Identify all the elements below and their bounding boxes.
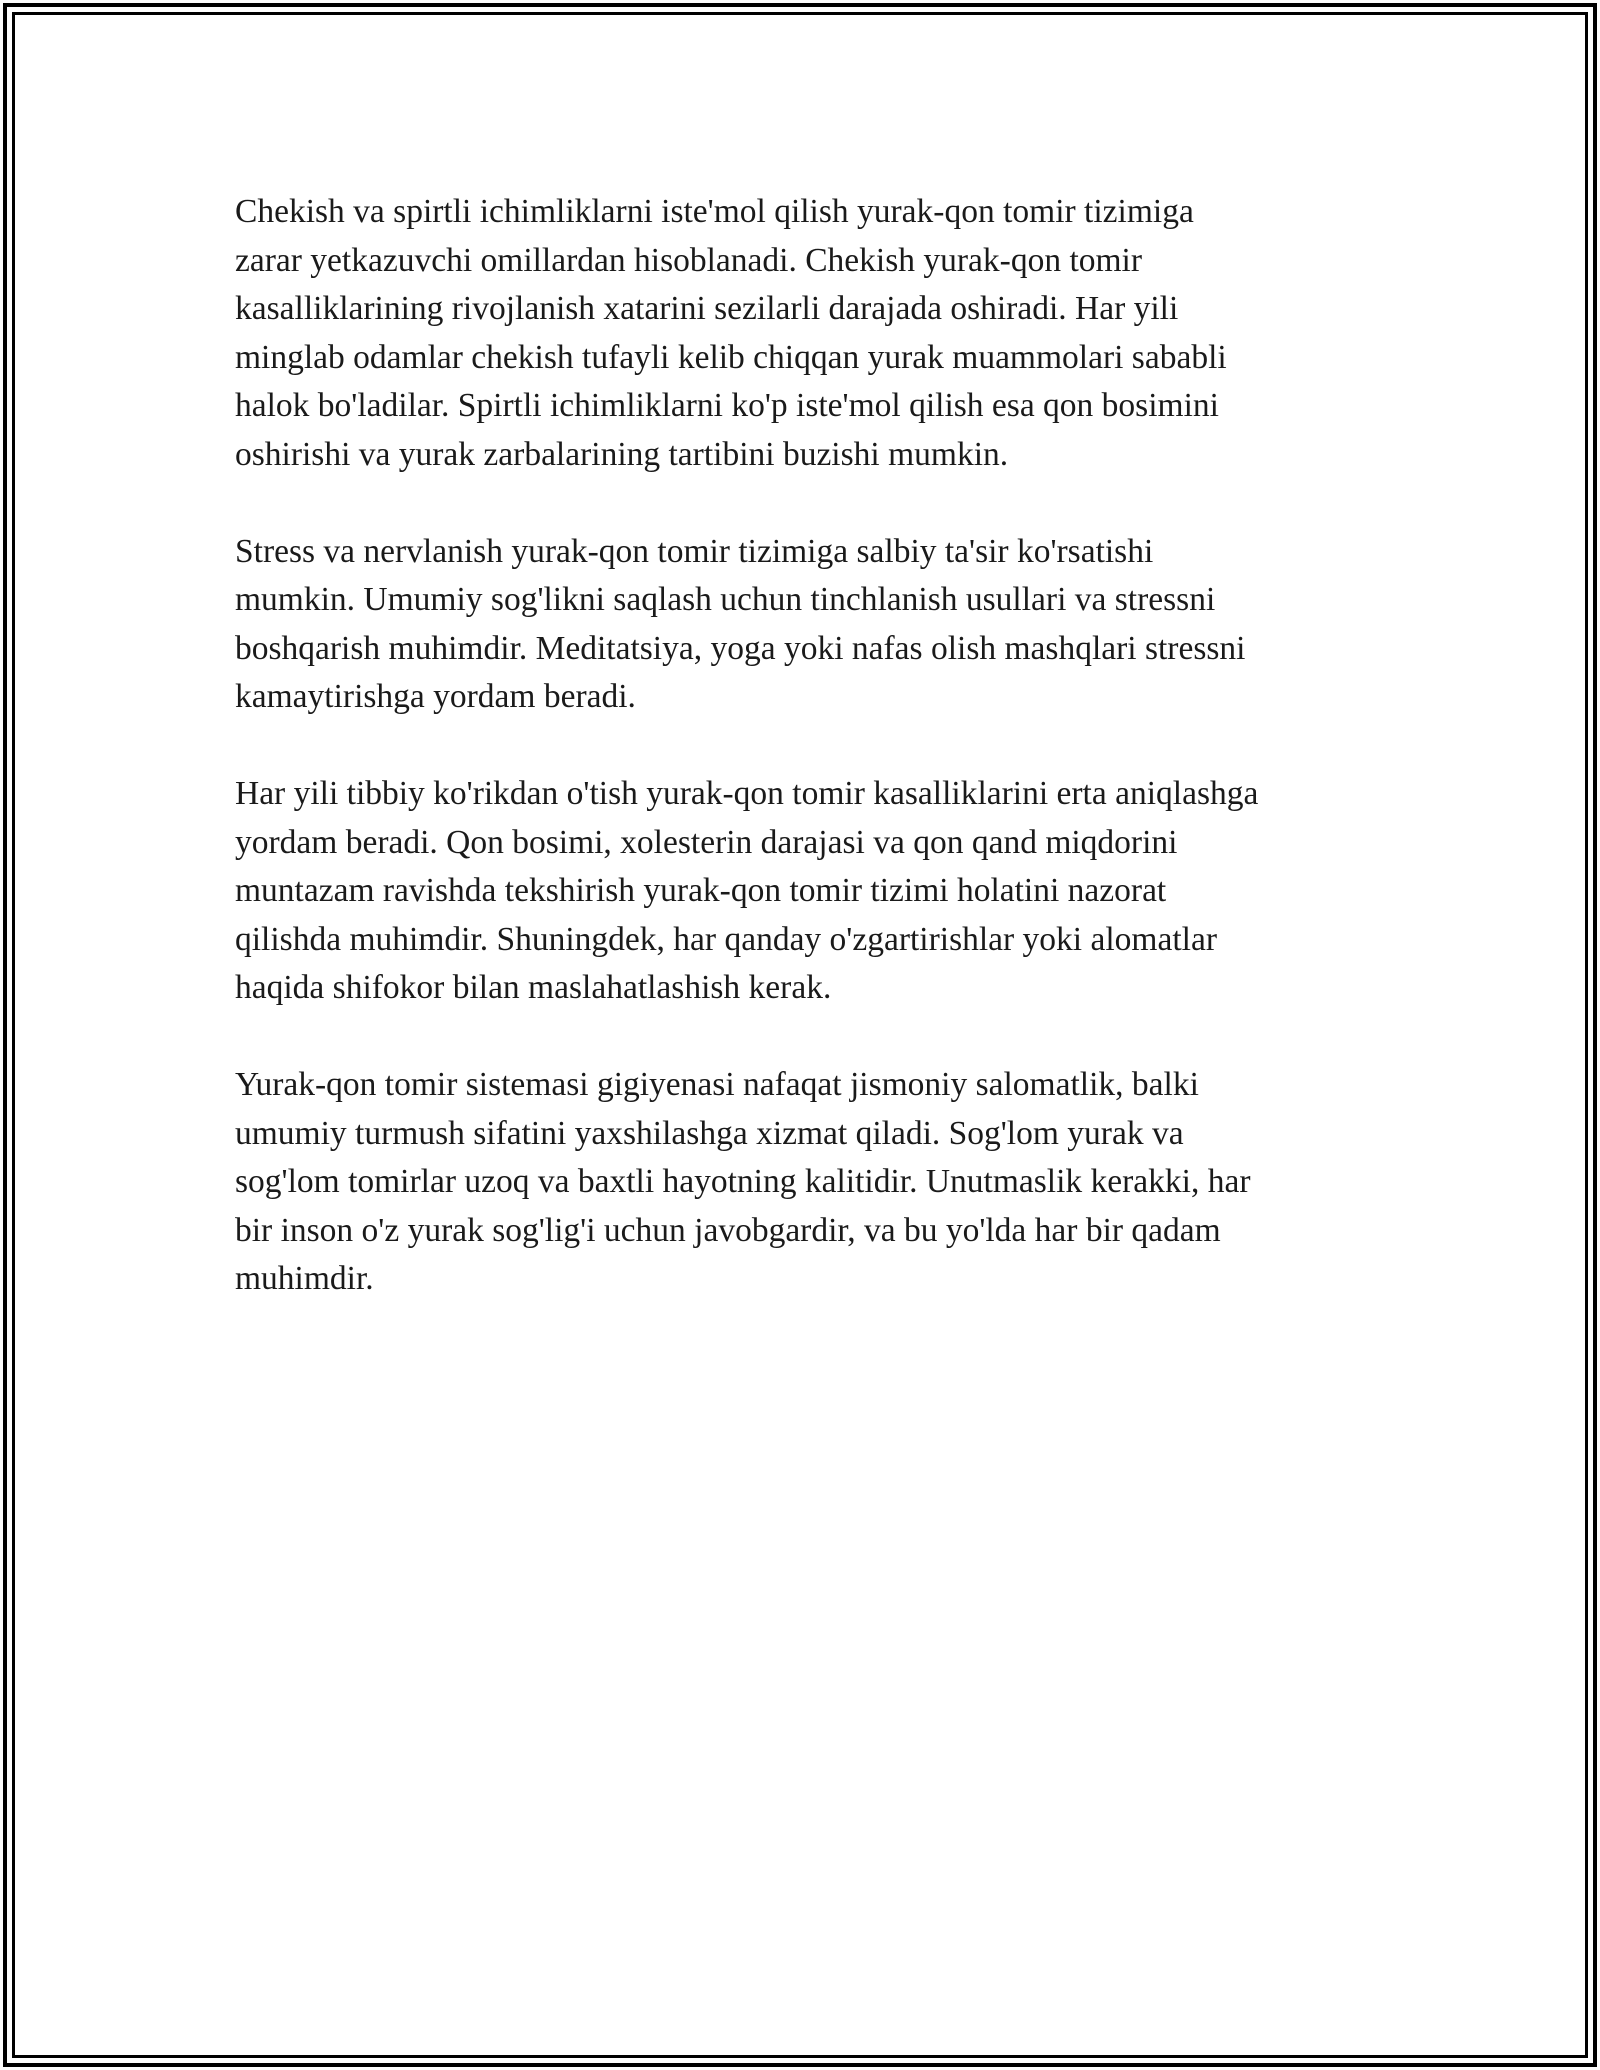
paragraph-medical-checkup <box>235 770 1375 1013</box>
paragraph-conclusion <box>235 1061 1375 1304</box>
text-line: qilishda muhimdir. Shuningdek, har qanday o'zgartirishlar yoki alomatlar <box>235 920 1217 958</box>
text-line: mumkin. Umumiy sog'likni saqlash uchun tinchlanish usullari va stressni <box>235 581 1216 618</box>
text-line: boshqarish muhimdir. Meditatsiya, yoga yoki nafas olish mashqlari stressni <box>235 629 1246 667</box>
text-line: oshirishi va yurak zarbalarining tartibini buzishi mumkin. <box>235 435 1009 473</box>
text-line: kasalliklarining rivojlanish xatarini sezilarli darajada oshiradi. Har yili <box>235 290 1179 327</box>
text-line: halok bo'ladilar. Spirtli ichimliklarni ko'p iste'mol qilish esa qon bosimini <box>235 387 1219 424</box>
text-line: yordam beradi. Qon bosimi, xolesterin darajasi va qon qand miqdorini <box>235 823 1178 861</box>
text-line: Chekish va spirtli ichimliklarni iste'mol qilish yurak-qon tomir tizimiga <box>235 193 1194 230</box>
text-line: zarar yetkazuvchi omillardan hisoblanadi. Chekish yurak-qon tomir <box>235 241 1143 279</box>
paragraph-smoking-alcohol <box>235 188 1375 479</box>
text-line: sog'lom tomirlar uzoq va baxtli hayotning kalitidir. Unutmaslik kerakki, har <box>235 1163 1251 1200</box>
paragraph-stress <box>235 528 1375 722</box>
text-line: bir inson o'z yurak sog'lig'i uchun javobgardir, va bu yo'lda har bir qadam <box>235 1211 1221 1249</box>
document-body <box>235 188 1375 1352</box>
text-line: Stress va nervlanish yurak-qon tomir tizimiga salbiy ta'sir ko'rsatishi <box>235 532 1154 570</box>
text-line: haqida shifokor bilan maslahatlashish kerak. <box>235 969 832 1006</box>
text-line: muhimdir. <box>235 1260 374 1297</box>
text-line: umumiy turmush sifatini yaxshilashga xizmat qiladi. Sog'lom yurak va <box>235 1114 1184 1152</box>
text-line: Yurak-qon tomir sistemasi gigiyenasi nafaqat jismoniy salomatlik, balki <box>235 1066 1199 1103</box>
text-line: muntazam ravishda tekshirish yurak-qon tomir tizimi holatini nazorat <box>235 872 1167 909</box>
text-line: kamaytirishga yordam beradi. <box>235 678 636 715</box>
text-line: Har yili tibbiy ko'rikdan o'tish yurak-qon tomir kasalliklarini erta aniqlashga <box>235 775 1259 812</box>
text-line: minglab odamlar chekish tufayli kelib chiqqan yurak muammolari sababli <box>235 338 1227 376</box>
